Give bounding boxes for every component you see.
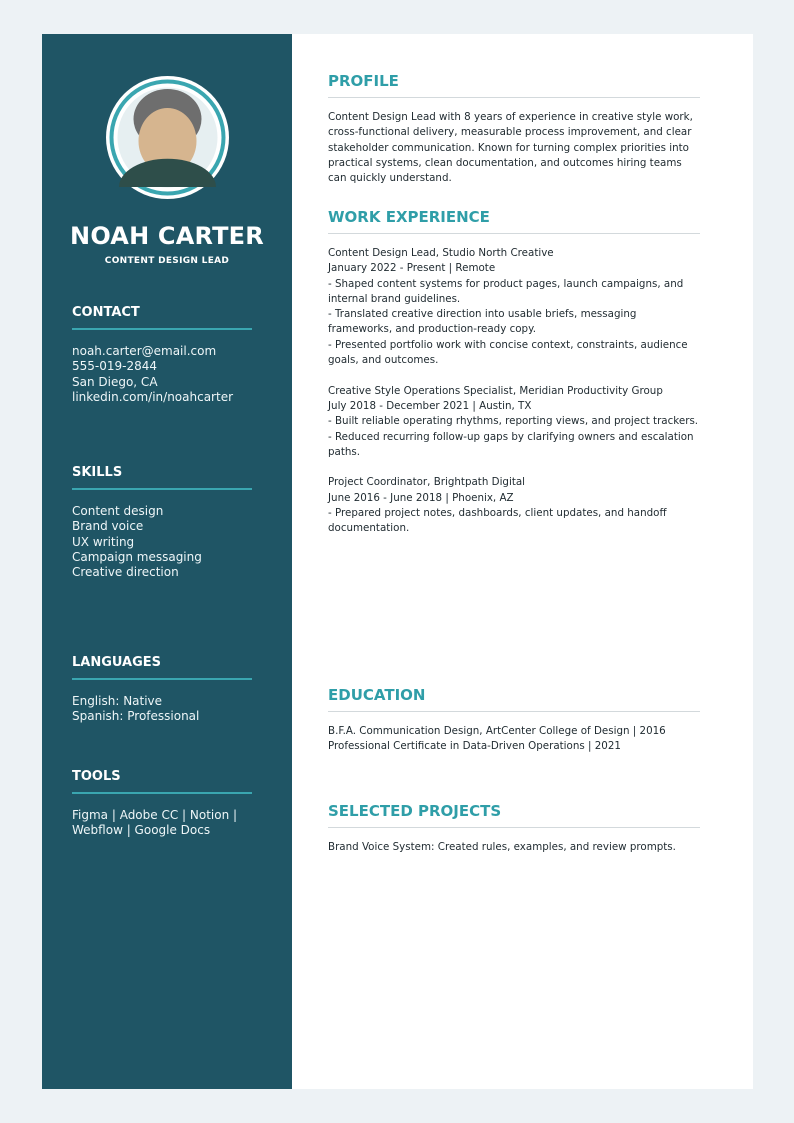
education-divider: [328, 711, 700, 712]
skill-item: Content design: [72, 504, 164, 518]
tools-heading: TOOLS: [72, 769, 121, 784]
sidebar: [42, 34, 292, 1089]
job-bullet: - Built reliable operating rhythms, reporting views, and project trackers.: [328, 415, 699, 428]
skills-heading: SKILLS: [72, 465, 123, 480]
education-item: B.F.A. Communication Design, ArtCenter College of Design | 2016: [328, 725, 666, 737]
summary-line: Content Design Lead with 8 years of experience in creative style work,: [328, 111, 693, 123]
job-bullet: - Reduced recurring follow-up gaps by clarifying owners and escalation: [328, 430, 694, 443]
summary-line: can quickly understand.: [328, 172, 452, 185]
candidate-name: NOAH CARTER: [70, 222, 264, 250]
avatar: [104, 74, 231, 201]
language-item: English: Native: [72, 694, 163, 708]
job-bullet: goals, and outcomes.: [328, 354, 439, 367]
job-bullet: documentation.: [328, 522, 410, 535]
languages-divider: [72, 678, 252, 680]
job-title: Creative Style Operations Specialist, Meridian Productivity Group: [328, 384, 663, 397]
experience-list: [328, 246, 700, 537]
contact-location: San Diego, CA: [72, 374, 158, 389]
candidate-role: CONTENT DESIGN LEAD: [104, 256, 230, 266]
languages-heading: LANGUAGES: [72, 655, 162, 670]
job-bullet: - Translated creative direction into usable briefs, messaging: [328, 308, 637, 321]
contact-heading: CONTACT: [72, 305, 140, 320]
job-bullet: - Presented portfolio work with concise context, constraints, audience: [328, 338, 688, 351]
job-title: Project Coordinator, Brightpath Digital: [328, 476, 526, 489]
skill-item: Brand voice: [72, 519, 144, 534]
profile-heading: PROFILE: [328, 72, 399, 90]
experience-divider: [328, 233, 700, 234]
skills-list: [72, 504, 252, 580]
job-bullet: - Shaped content systems for product pages, launch campaigns, and: [328, 277, 684, 290]
experience-heading: WORK EXPERIENCE: [328, 208, 490, 226]
contact-linkedin[interactable]: linkedin.com/in/noahcarter: [72, 389, 234, 404]
tools-list: [72, 808, 252, 839]
job-bullet: frameworks, and production-ready copy.: [328, 323, 536, 336]
language-item: Spanish: Professional: [72, 709, 200, 724]
job-bullet: - Prepared project notes, dashboards, client updates, and handoff: [328, 507, 667, 520]
tools-line: Webflow | Google Docs: [72, 823, 211, 838]
summary-line: practical systems, clean documentation, and outcomes hiring teams: [328, 156, 682, 169]
skill-item: Campaign messaging: [72, 549, 202, 564]
contact-list: [72, 344, 252, 405]
profile-divider: [328, 97, 700, 98]
skill-item: UX writing: [72, 534, 135, 549]
tools-line: Figma | Adobe CC | Notion |: [72, 808, 238, 822]
job-dates: January 2022 - Present | Remote: [328, 262, 496, 275]
languages-list: [72, 694, 252, 725]
job-dates: June 2016 - June 2018 | Phoenix, AZ: [328, 491, 514, 504]
contact-divider: [72, 328, 252, 330]
projects-divider: [328, 827, 700, 828]
job-bullet: paths.: [328, 445, 361, 458]
summary-line: cross-functional delivery, measurable process improvement, and clear: [328, 126, 692, 139]
job-dates: July 2018 - December 2021 | Austin, TX: [328, 399, 532, 412]
project-item: Brand Voice System: Created rules, examples, and review prompts.: [328, 841, 676, 853]
projects-list: [328, 840, 700, 855]
education-list: [328, 724, 700, 755]
summary-line: stakeholder communication. Known for turning complex priorities into: [328, 141, 689, 154]
job-title: Content Design Lead, Studio North Creative: [328, 247, 554, 259]
contact-phone: 555-019-2844: [72, 359, 158, 374]
skills-divider: [72, 488, 252, 490]
contact-email[interactable]: noah.carter@email.com: [72, 344, 217, 358]
projects-heading: SELECTED PROJECTS: [328, 802, 502, 820]
profile-summary: [328, 110, 700, 186]
tools-divider: [72, 792, 252, 794]
skill-item: Creative direction: [72, 565, 179, 580]
education-heading: EDUCATION: [328, 686, 426, 704]
job-bullet: internal brand guidelines.: [328, 292, 461, 305]
resume-page: [42, 34, 753, 1089]
education-item: Professional Certificate in Data-Driven Operations | 2021: [328, 740, 621, 753]
